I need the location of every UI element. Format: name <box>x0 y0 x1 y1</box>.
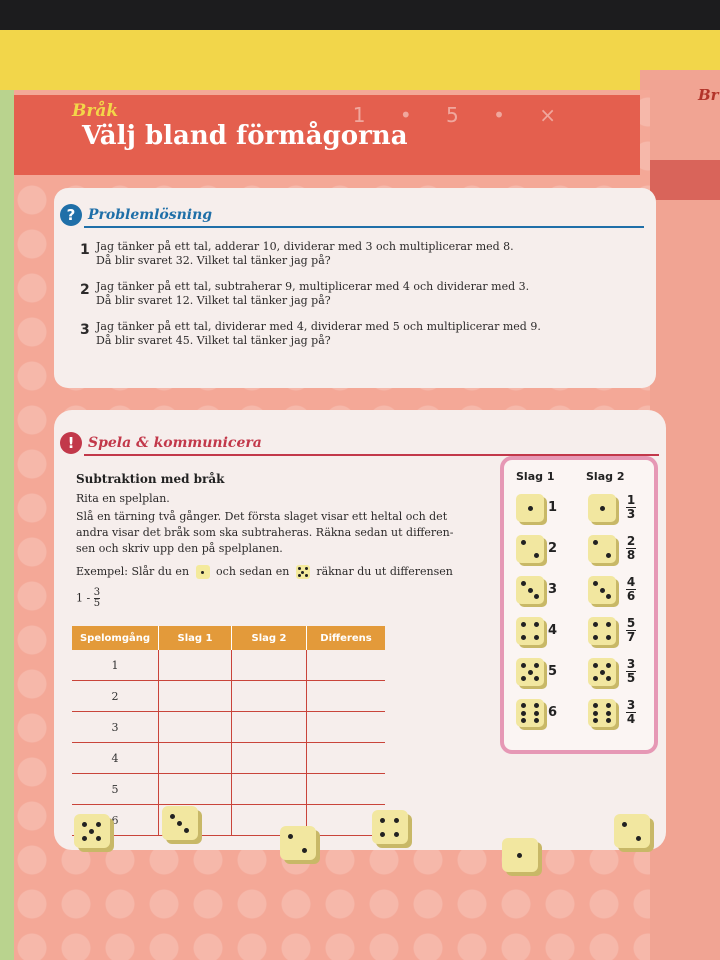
play-panel <box>54 410 666 850</box>
chapter-header <box>14 95 640 175</box>
die-fraction <box>626 699 636 726</box>
die-value: 2 <box>548 541 558 556</box>
walking-die-icon <box>74 814 110 848</box>
difference-cell[interactable] <box>307 774 386 805</box>
table-row <box>72 712 385 743</box>
dice-row <box>504 533 654 571</box>
die-slag1-icon <box>516 535 544 563</box>
exclamation-icon: ! <box>60 432 82 454</box>
chapter-label: Bråk <box>72 101 119 121</box>
die-slag2-icon <box>588 494 616 522</box>
problem-solving-panel <box>54 188 656 388</box>
walking-die-icon <box>280 826 316 860</box>
die-value: 1 <box>548 500 558 515</box>
next-page-heading: Br <box>698 86 719 104</box>
table-row <box>72 743 385 774</box>
die-slag2-icon <box>588 535 616 563</box>
die-value: 6 <box>548 705 558 720</box>
fraction-numerator: 2 <box>626 534 636 548</box>
walking-die-icon <box>162 806 198 840</box>
die-five-icon <box>296 565 310 579</box>
game-board-table <box>72 626 385 836</box>
die-fraction <box>626 617 636 644</box>
play-heading <box>60 432 262 454</box>
round-cell: 2 <box>72 681 159 712</box>
difference-cell[interactable] <box>307 743 386 774</box>
die-fraction <box>626 576 636 603</box>
instruction-line: Slå en tärning två gånger. Det första slaget visar ett heltal och det <box>76 510 448 523</box>
die-slag1-icon <box>516 494 544 522</box>
table-row <box>72 805 385 836</box>
fraction-denominator: 5 <box>93 598 101 609</box>
fraction-denominator: 5 <box>626 671 636 685</box>
die-fraction <box>626 535 636 562</box>
header-decoration: 1 • 5 • × <box>352 103 570 127</box>
page-edge <box>0 90 14 960</box>
problem-item <box>80 320 640 348</box>
slag1-cell[interactable] <box>159 681 232 712</box>
problem-solving-title: Problemlösning <box>88 207 213 223</box>
round-cell: 6 <box>72 805 159 836</box>
example-text: och sedan en <box>216 565 290 578</box>
table-row <box>72 774 385 805</box>
fraction-numerator: 3 <box>626 657 636 671</box>
die-value: 4 <box>548 623 558 638</box>
dice-row <box>504 574 654 612</box>
example-text: Exempel: Slår du en <box>76 565 190 578</box>
fraction-numerator: 3 <box>93 587 101 598</box>
problem-text-1: Jag tänker på ett tal, dividerar med 4, dividerar med 5 och multiplicerar med 9. <box>96 320 541 333</box>
difference-cell[interactable] <box>307 712 386 743</box>
fraction-numerator: 1 <box>626 493 636 507</box>
die-slag2-icon <box>588 699 616 727</box>
problem-number: 3 <box>80 322 90 338</box>
fraction-denominator: 4 <box>626 712 636 726</box>
slag2-cell[interactable] <box>232 650 307 681</box>
die-fraction <box>626 658 636 685</box>
problem-text-1: Jag tänker på ett tal, subtraherar 9, multiplicerar med 4 och dividerar med 3. <box>96 280 530 293</box>
example-line <box>76 565 453 579</box>
dice-row <box>504 615 654 653</box>
slag1-cell[interactable] <box>159 712 232 743</box>
problem-item <box>80 240 640 268</box>
walking-die-icon <box>614 814 650 848</box>
round-cell: 5 <box>72 774 159 805</box>
column-header: Slag 2 <box>232 626 307 650</box>
die-fraction <box>626 494 636 521</box>
slag2-cell[interactable] <box>232 712 307 743</box>
dice-row <box>504 697 654 735</box>
round-cell: 3 <box>72 712 159 743</box>
problem-text-2: Då blir svaret 32. Vilket tal tänker jag på? <box>96 254 331 267</box>
column-header: Spelomgång <box>72 626 159 650</box>
die-slag2-icon <box>588 617 616 645</box>
fraction-denominator: 8 <box>626 548 636 562</box>
dice-header-slag1: Slag 1 <box>516 470 555 483</box>
slag2-cell[interactable] <box>232 743 307 774</box>
die-slag1-icon <box>516 576 544 604</box>
dice-row <box>504 492 654 530</box>
example-expression <box>76 588 100 609</box>
die-slag2-icon <box>588 576 616 604</box>
example-whole: 1 - <box>76 591 91 605</box>
example-fraction <box>94 588 100 609</box>
slag1-cell[interactable] <box>159 774 232 805</box>
column-header: Slag 1 <box>159 626 232 650</box>
fraction-denominator: 7 <box>626 630 636 644</box>
problem-solving-heading <box>60 204 212 226</box>
dice-row <box>504 656 654 694</box>
instruction: Rita en spelplan. <box>76 492 170 505</box>
problem-text-2: Då blir svaret 45. Vilket tal tänker jag på? <box>96 334 331 347</box>
question-icon: ? <box>60 204 82 226</box>
dice-legend <box>500 456 658 754</box>
slag2-cell[interactable] <box>232 681 307 712</box>
round-cell: 4 <box>72 743 159 774</box>
section-rule <box>84 226 644 228</box>
die-one-icon <box>196 565 210 579</box>
problem-text-2: Då blir svaret 12. Vilket tal tänker jag på? <box>96 294 331 307</box>
fraction-numerator: 4 <box>626 575 636 589</box>
fraction-numerator: 3 <box>626 698 636 712</box>
walking-die-icon <box>372 810 408 844</box>
table-row <box>72 681 385 712</box>
fraction-denominator: 3 <box>626 507 636 521</box>
die-slag1-icon <box>516 617 544 645</box>
table-row <box>72 650 385 681</box>
problem-item <box>80 280 640 308</box>
problem-number: 1 <box>80 242 90 258</box>
walking-die-icon <box>502 838 538 872</box>
slag1-cell[interactable] <box>159 650 232 681</box>
column-header: Differens <box>307 626 386 650</box>
die-slag1-icon <box>516 658 544 686</box>
table-header-row <box>72 626 385 650</box>
next-page-band <box>650 160 720 200</box>
die-slag1-icon <box>516 699 544 727</box>
difference-cell[interactable] <box>307 650 386 681</box>
problem-text-1: Jag tänker på ett tal, adderar 10, dividerar med 3 och multiplicerar med 8. <box>96 240 514 253</box>
example-text: räknar du ut differensen <box>316 565 453 578</box>
slag1-cell[interactable] <box>159 743 232 774</box>
die-value: 5 <box>548 664 558 679</box>
instruction-line: andra visar det bråk som ska subtraheras. Räkna sedan ut differen- <box>76 526 454 539</box>
play-title: Spela & kommunicera <box>88 435 262 451</box>
problem-number: 2 <box>80 282 90 298</box>
activity-subtitle: Subtraktion med bråk <box>76 472 225 486</box>
page-title: Välj bland förmågorna <box>82 121 408 151</box>
instruction-line: sen och skriv upp den på spelplanen. <box>76 542 283 555</box>
difference-cell[interactable] <box>307 681 386 712</box>
round-cell: 1 <box>72 650 159 681</box>
die-slag2-icon <box>588 658 616 686</box>
slag2-cell[interactable] <box>232 774 307 805</box>
dice-header-slag2: Slag 2 <box>586 470 625 483</box>
fraction-numerator: 5 <box>626 616 636 630</box>
fraction-denominator: 6 <box>626 589 636 603</box>
die-value: 3 <box>548 582 558 597</box>
